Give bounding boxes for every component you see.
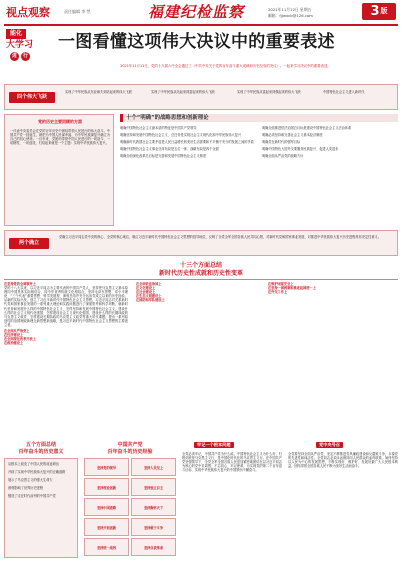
central-call-body: 全党要坚持全面从严治党，坚定不移推进党风廉政建设和反腐败斗争，永葆党的先进性和纯洁性。全党同志必须永远保持同人民群众的血肉联系，始终坚持以人民为中心的发展思想，不断实现好、维护好、发展好最广大人民根本利益，团结带领全国各族人民不断为美好生活而奋斗。 xyxy=(288,452,398,469)
ten-experience-title-1: 中国共产党 xyxy=(117,442,143,448)
date-line: 2021年11月12日 星期五 xyxy=(268,7,312,12)
intro-text: 2021年11月11日，党的十九届六中全会通过了《中共中央关于党的百年奋斗重大成就和历史经验的决议》。一起来学习决议中的重要表述。 xyxy=(120,64,331,68)
five-aspects-item: 展示了马克思主义的强大生命力 xyxy=(8,478,53,483)
ten-sticks-item: 明确全面深化改革总目标是完善和发展中国特色社会主义制度 xyxy=(120,154,207,159)
thirteen-item-label: 在文化建设上 xyxy=(136,286,156,291)
root-question-title: 牢记一个根本问题 xyxy=(194,442,234,448)
thirteen-item-label: 在社会建设上 xyxy=(136,290,156,295)
five-aspects-item: 深刻影响了世界历史进程 xyxy=(8,486,44,491)
root-question-section xyxy=(182,442,282,562)
ten-experience-title-2: 百年奋斗的历史经验 xyxy=(107,449,153,455)
thirteen-item xyxy=(268,290,398,294)
body-text: 党的十八大以来，以习近平同志为主要代表的中国共产党人，坚持把马克思主义基本原理同中国具体实际相结合、同中华优秀传统文化相结合，坚持毛泽东思想、邓小平理论、“三个代表”重要思想、科学发展观，深刻总结并充分运用党成立以来的历史经验，从新的实际出发，创立了习近平新时代中国特色社会主义思想。习近平同志对关系新时代党和国家事业发展的一系列重大理论和实践问题进行了深邃思考和科学判断，就新时代坚持和发展什么样的中国特色社会主义、怎样坚持和发展中国特色社会主义，建设什么样的社会主义现代化强国、怎样建设社会主义现代化强国，建设什么样的长期执政的马克思主义政党、怎样建设长期执政的马克思主义政党等重大时代课题，提出一系列原创性的治国理政新理念新思想新战略，是习近平新时代中国特色社会主义思想的主要创立者。 xyxy=(4,286,128,327)
ten-sticks-item: 明确坚持和发展中国特色社会主义，总任务是实现社会主义现代化和中华民族伟大复兴 xyxy=(120,133,242,138)
four-points-item: 实现了中华民族从东亚病夫到站起来的伟大飞跃 xyxy=(65,90,132,94)
five-aspects-title-2: 百年奋斗的历史意义 xyxy=(18,449,64,455)
editor-credit: 责任编辑 李 然 xyxy=(64,9,91,14)
thirteen-col-3 xyxy=(268,282,398,436)
ten-sticks-item: 明确全面从严治党的战略方针 xyxy=(262,154,304,159)
thirteen-item-label: 在全面从严治党上 xyxy=(4,329,30,334)
ten-sticks-item: 明确全面推进依法治国总目标是建设中国特色社会主义法治体系 xyxy=(262,126,352,130)
five-aspects-item: 锻造了走在时代前列的中国共产党 xyxy=(8,494,56,499)
central-call-section xyxy=(288,442,398,562)
thirteen-item-label: 在全面深化改革开放上 xyxy=(4,337,36,342)
ten-sticks-list-right xyxy=(262,126,398,224)
five-aspects-title-1: 五个方面总结 xyxy=(25,442,56,448)
thirteen-col-1 xyxy=(4,282,128,436)
root-question-body: 全党必须牢记，中国共产党为什么能，中国特色社会主义为什么好，归根到底是马克思主义行，是中国化时代化的马克思主义行。在中国共产党坚强领导下，全党全军全国各族人民更加紧密地团结在以习近平同志为核心的党中央周围，不忘初心、牢记使命，为实现党的第二个百年奋斗目标、实现中华民族伟大复兴的中国梦而不懈奋斗。 xyxy=(182,452,282,473)
four-points-item: 实现了中华民族从富起来到强起来的伟大飞跃 xyxy=(237,90,301,94)
headline: 一图看懂这项伟大决议中的重要表述 xyxy=(58,32,335,52)
two-determinations-body: 党确立习近平同志党中央的核心、全党的核心地位，确立习近平新时代中国特色社会主义思想的指导地位，反映了全党全军全国各族人民共同心愿，对新时代党和国家事业发展、对推进中华民族伟大复兴历史进程具有决定性意义。 xyxy=(59,235,381,239)
kicker-box xyxy=(6,29,44,63)
thirteen-item-label: 在外交工作上 xyxy=(268,290,288,295)
experience-item: 坚持统一战线 xyxy=(84,538,129,556)
experience-item: 坚持党的领导 xyxy=(84,458,129,476)
kicker-main: 大学习 xyxy=(6,40,34,50)
thirteen-item-label: 在国防和军队建设上 xyxy=(136,298,165,303)
experience-item: 坚持敢于斗争 xyxy=(131,518,176,536)
five-aspects-section xyxy=(4,442,78,562)
kicker-tag: 能化 xyxy=(6,29,26,39)
history-review-body: 一代表中央委员会在党的百年历史中团结带领人民进行的伟大奋斗。中国共产党一经诞生，就把为中国人民谋幸福、为中华民族谋复兴确立为自己的初心使命。一百年来，党团结带领中国人民进行的一切奋斗、一切牺牲、一切创造，归结起来就是一个主题：实现中华民族伟大复兴。 xyxy=(10,129,110,146)
thirteen-item-label: 在坚持党的全面领导上 xyxy=(4,282,36,286)
central-call-title: 党中央号召 xyxy=(316,442,343,448)
two-determinations-section xyxy=(4,230,398,256)
four-points-item: 实现了中华民族从站起来到富起来的伟大飞跃 xyxy=(151,90,215,94)
five-aspects-item: 开辟了实现中华民族伟大复兴的正确道路 xyxy=(8,470,66,475)
thirteen-item xyxy=(4,341,128,345)
thirteen-item xyxy=(136,298,260,302)
experience-item: 坚持胸怀天下 xyxy=(131,498,176,516)
five-aspects-list xyxy=(4,458,78,558)
thirteen-item-label: 在政治建设上 xyxy=(4,341,24,346)
four-points-item: 中国特色社会主义进入新时代 xyxy=(323,90,365,94)
four-points-section xyxy=(4,84,398,110)
four-points-badge: 四个伟大飞跃 xyxy=(9,92,55,103)
thirteen-col-2 xyxy=(136,282,260,436)
thirteen-title-1: 十三个方面总结 xyxy=(179,262,222,269)
thirteen-item-label: 在全面依法治国上 xyxy=(136,282,162,286)
page-number-badge xyxy=(362,3,396,20)
ten-sticks-item: 明确中国特色社会主义最本质的特征是中国共产党领导 xyxy=(120,126,197,130)
thirteen-section xyxy=(4,260,398,438)
experience-item: 坚持理论创新 xyxy=(84,478,129,496)
page-header xyxy=(0,0,402,24)
thirteen-item-label: 在生态文明建设上 xyxy=(136,294,162,299)
column-title: 视点观察 xyxy=(6,6,50,19)
history-review-title: 党的历史主要回顾的方面 xyxy=(38,119,82,124)
experience-item: 坚持人民至上 xyxy=(131,458,176,476)
page-number: 3 xyxy=(370,4,380,19)
ten-sticks-item: 明确中国特色社会主义事业总体布局是五位一体、战略布局是四个全面 xyxy=(120,147,219,152)
experience-item: 坚持中国道路 xyxy=(84,498,129,516)
thirteen-item-label: 在坚持一国两制和推进祖国统一上 xyxy=(268,286,316,291)
ten-sticks-item: 明确必须坚持和完善社会主义基本经济制度 xyxy=(262,133,323,138)
ten-sticks-list-left xyxy=(120,126,254,224)
ten-sticks-item: 明确中国特色大国外交要服务民族复兴、促进人类进步 xyxy=(262,147,339,152)
ten-sticks-title: 十个“明确”的战略思想和创新理论 xyxy=(120,114,398,122)
ten-experience-section xyxy=(84,442,176,562)
thirteen-rule xyxy=(4,279,398,280)
ten-sticks-item: 明确党在新时代的强军目标 xyxy=(262,140,301,145)
ten-sticks-section xyxy=(120,114,398,226)
thirteen-item-label: 在经济建设上 xyxy=(4,333,24,338)
two-determinations-badge: 两个确立 xyxy=(9,238,49,249)
email-line: 邮箱：fjjwxcb@126.com xyxy=(268,13,313,18)
thirteen-title-2: 新时代历史性成就和历史性变革 xyxy=(158,270,243,277)
experience-item: 坚持开拓创新 xyxy=(84,518,129,536)
ten-experience-grid xyxy=(84,458,176,558)
experience-item: 坚持独立自主 xyxy=(131,478,176,496)
kicker-sub-2: 行 xyxy=(22,53,28,59)
experience-item: 坚持自我革命 xyxy=(131,538,176,556)
history-review-box xyxy=(4,114,114,226)
masthead: 福建纪检监察 xyxy=(148,3,245,21)
page-label: 版 xyxy=(380,7,388,15)
kicker-sub-1: 进 xyxy=(11,53,17,59)
header-rule xyxy=(4,24,398,26)
thirteen-item-label: 在维护国家安全上 xyxy=(268,282,294,286)
five-aspects-item: 从根本上改变了中国人民的前途命运 xyxy=(8,462,59,466)
ten-sticks-item: 明确新时代我国社会主要矛盾是人民日益增长的美好生活需要和不平衡不充分的发展之间的矛盾 xyxy=(120,140,254,145)
